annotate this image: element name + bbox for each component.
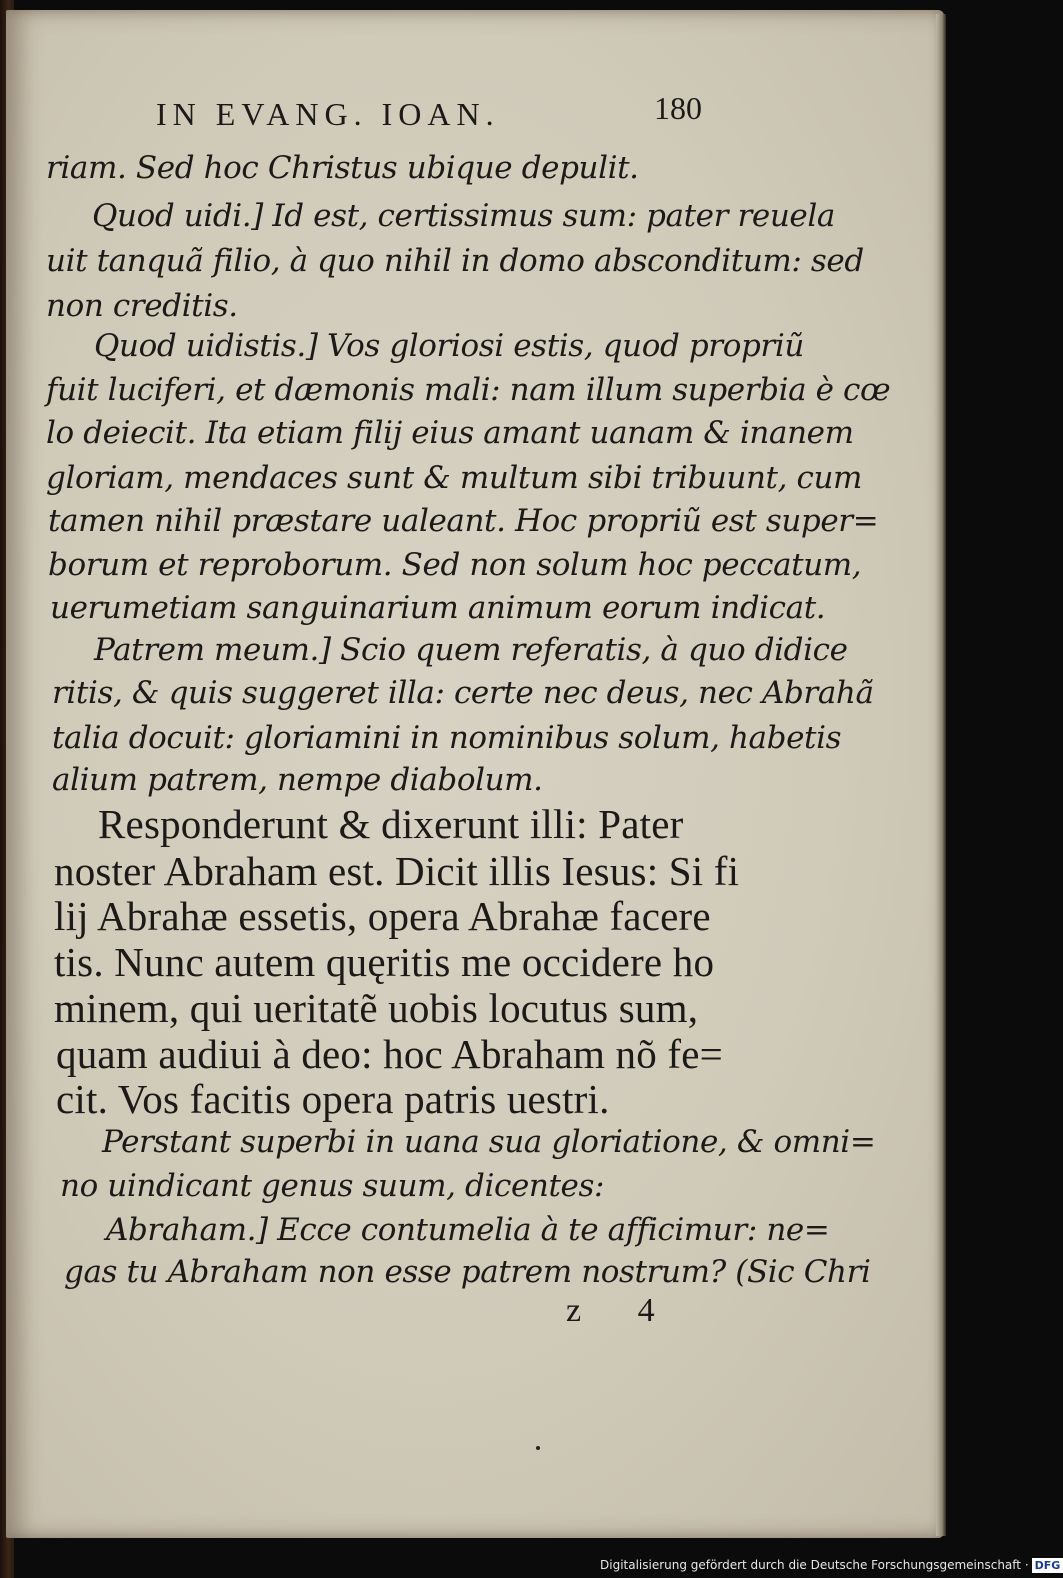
text-line: gloriam, mendaces sunt & multum sibi tribuunt, cum [46,460,863,496]
dfg-logo: DFG [1032,1558,1063,1573]
scripture-line: tis. Nunc autem quęritis me occidere ho [54,939,715,985]
text-line: uerumetiam sanguinarium animum eorum indicat. [50,590,826,626]
scripture-line: cit. Vos facitis opera patris uestri. [56,1076,610,1122]
text-line: talia docuit: gloriamini in nominibus solum, habetis [52,720,842,756]
text-line: Perstant superbi in uana sua gloriatione, & omni= [102,1124,876,1160]
text-line: riam. Sed hoc Christus ubique depulit. [46,150,639,186]
scripture-line: Responderunt & dixerunt illi: Pater [98,801,684,847]
text-line: Abraham.] Ecce contumelia à te afficimur: ne= [106,1212,830,1248]
text-line: no uindicant genus suum, dicentes: [60,1168,605,1204]
text-line: lo deiecit. Ita etiam filij eius amant uanam & inanem [46,415,854,451]
text-line: Quod uidistis.] Vos gloriosi estis, quod propriũ [94,328,804,364]
text-line: Patrem meum.] Scio quem referatis, à quo didice [94,632,848,668]
text-line: borum et reproborum. Sed non solum hoc peccatum, [48,547,862,583]
text-line: non creditis. [46,288,238,324]
page-edge [936,14,946,1536]
text-line: tamen nihil præstare ualeant. Hoc propriũ est super= [48,503,879,539]
footer-text: Digitalisierung gefördert durch die Deutsche Forschungsgemeinschaft · [600,1558,1029,1572]
text-line: ritis, & quis suggeret illa: certe nec deus, nec Abrahã [52,675,874,711]
text-line: uit tanquã filio, à quo nihil in domo absconditum: sed [46,243,864,279]
scripture-line: quam audiui à deo: hoc Abraham nõ fe= [56,1031,723,1077]
text-line: gas tu Abraham non esse patrem nostrum? (Sic Chri [64,1254,871,1290]
scripture-line: lij Abrahæ essetis, opera Abrahæ facere [54,893,711,939]
ink-speck [536,1446,540,1450]
signature-mark: z 4 [566,1292,679,1329]
folio-number: 180 [654,90,702,126]
text-line: alium patrem, nempe diabolum. [52,762,543,798]
running-head: IN EVANG. IOAN. [156,96,500,132]
text-line: Quod uidi.] Id est, certissimus sum: pater reuela [92,198,835,234]
scripture-line: noster Abraham est. Dicit illis Iesus: Si fi [54,848,740,894]
scripture-line: minem, qui ueritatẽ uobis locutus sum, [54,985,699,1031]
page-text [6,10,944,1538]
text-line: fuit luciferi, et dæmonis mali: nam illum superbia è cœ [46,372,891,408]
digitization-footer [600,1553,1061,1578]
book-page [6,10,944,1538]
